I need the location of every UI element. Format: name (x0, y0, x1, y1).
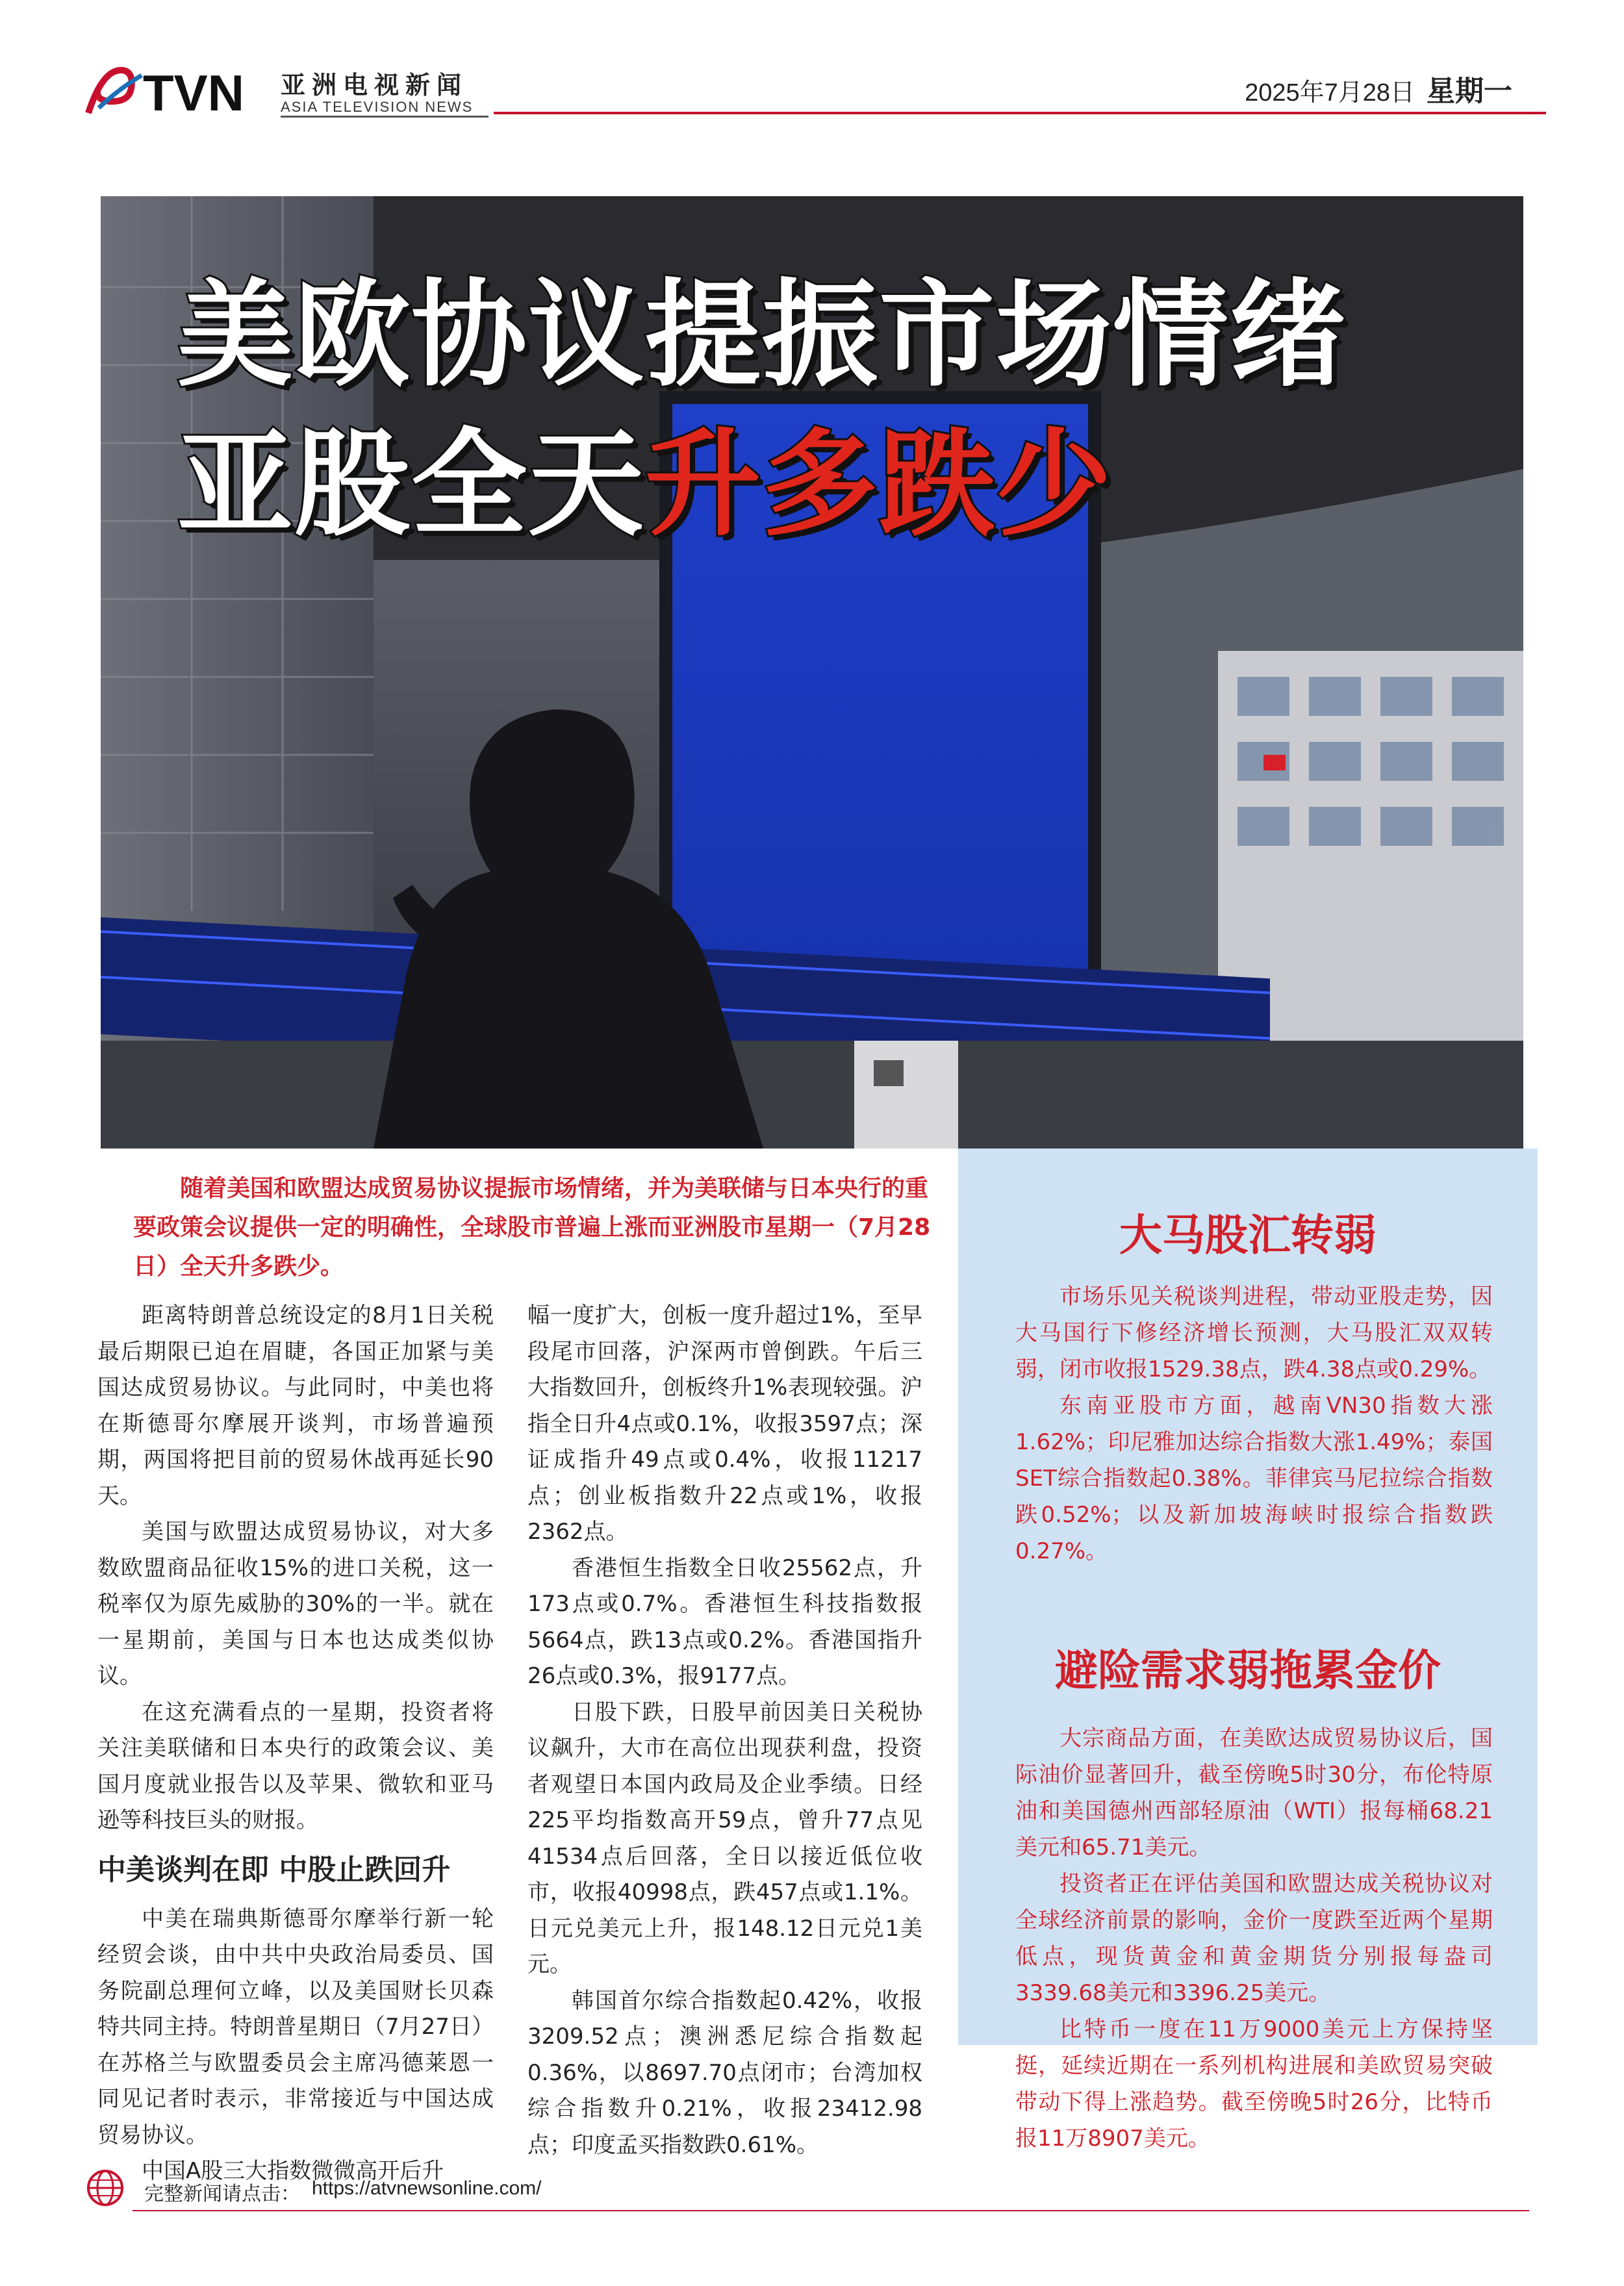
weekday-text: 星期一 (1427, 75, 1512, 108)
hero-photo (101, 196, 1523, 1149)
header-rule-red (494, 112, 1546, 114)
article-column-1 (97, 1298, 494, 2190)
body-paragraph: 中国A股三大指数微微高开后升 (142, 2158, 444, 2184)
body-paragraph: 距离特朗普总统设定的8月1日关税最后期限已迫在眉睫，各国正加紧与美国达成贸易协议。与此同时，中美也将在斯德哥尔摩展开谈判，市场普遍预期，两国将把目前的贸易休战再延长90天。 (97, 1302, 494, 1509)
sidebar-box (958, 1149, 1538, 2152)
body-paragraph: 香港恒生指数全日收25562点，升173点或0.7%。香港恒生科技指数报5664点，跌13点或0.2%。香港国指升26点或0.3%，报9177点。 (527, 1555, 922, 1689)
sidebar-title-malaysia: 大马股汇转弱 (1119, 1210, 1377, 1260)
body-paragraph: 日股下跌，日股早前因美日关税协议飙升，大市在高位出现获利盘，投资者观望日本国内政局及企业季绩。日经225平均指数高开59点，曾升77点见41534点后回落，全日以接近低位收市，收报40998点，跌457点或1.1%。日元兑美元上升，报148.12日元兑1美元。 (527, 1699, 922, 1977)
body-paragraph: 幅一度扩大，创板一度升超过1%，至早段尾市回落，沪深两市曾倒跌。午后三大指数回升，创板终升1%表现较强。沪指全日升4点或0.1%，收报3597点；深证成指升49点或0.4%，收报11217点；创业板指数升22点或1%，收报2362点。 (527, 1302, 922, 1545)
atvn-logo (83, 62, 265, 117)
date-text: 2025年7月28日 (1245, 79, 1415, 107)
globe-icon (86, 2168, 125, 2207)
issue-date (1245, 68, 1512, 109)
sidebar-paragraph: 比特币一度在11万9000美元上方保持坚挺，延续近期在一系列机构进展和美欧贸易突破带动下得上涨趋势。截至傍晚5时26分，比特币报11万8907美元。 (1015, 2016, 1493, 2152)
article-column-2 (527, 1298, 922, 2163)
body-paragraph: 韩国首尔综合指数起0.42%，收报3209.52点；澳洲悉尼综合指数起0.36%，以8697.70点闭市；台湾加权综合指数升0.21%，收报23412.98点；印度孟买指数跌0.61%。 (527, 1987, 922, 2158)
sidebar-paragraph: 大宗商品方面，在美欧达成贸易协议后，国际油价显著回升，截至傍晚5时30分，布伦特原油和美国德州西部轻原油（WTI）报每桶68.21美元和65.71美元。 (1015, 1725, 1493, 1861)
svg-text:TVN: TVN (143, 64, 244, 117)
sidebar-paragraph: 投资者正在评估美国和欧盟达成关税协议对全球经济前景的影响，金价一度跌至近两个星期低点，现货黄金和黄金期货分别报每盎司3339.68美元和3396.25美元。 (1015, 1871, 1493, 2006)
footer-rule (133, 2210, 1529, 2211)
body-paragraph: 美国与欧盟达成贸易协议，对大多数欧盟商品征收15%的进口关税，这一税率仅为原先威胁的30%的一半。就在一星期前，美国与日本也达成类似协议。 (97, 1519, 494, 1689)
lead-paragraph: 随着美国和欧盟达成贸易协议提振市场情绪，并为美联储与日本央行的重要政策会议提供一定的明确性，全球股市普遍上涨而亚洲股市星期一（7月28日）全天升多跌少。 (133, 1175, 931, 1280)
sidebar-title-gold: 避险需求弱拖累金价 (1055, 1645, 1441, 1695)
footer-label: 完整新闻请点击： (144, 2183, 300, 2205)
header-rule-dark (281, 116, 488, 118)
body-paragraph: 中美在瑞典斯德哥尔摩举行新一轮经贸会谈，由中共中央政治局委员、国务院副总理何立峰，以及美国财长贝森特共同主持。特朗普星期日（7月27日）在苏格兰与欧盟委员会主席冯德莱恩一同见记者时表示，非常接近与中国达成贸易协议。 (97, 1905, 494, 2148)
headline-line-2-plain: 亚股全天 (177, 417, 645, 552)
section-subhead: 中美谈判在即 中股止跌回升 (97, 1853, 451, 1886)
brand-name-en: ASIA TELEVISION NEWS (281, 99, 474, 115)
sidebar-text-malaysia (1015, 1278, 1493, 1569)
sidebar-paragraph: 东南亚股市方面，越南VN30指数大涨1.62%；印尼雅加达综合指数大涨1.49%；泰国SET综合指数起0.38%。菲律宾马尼拉综合指数跌0.52%；以及新加坡海峡时报综合指数跌0.27%。 (1015, 1393, 1493, 1564)
headline-line-2-red: 升多跌少 (645, 417, 1113, 552)
headline-line-1: 美欧协议提振市场情绪 (177, 268, 1347, 402)
sidebar-paragraph: 市场乐见关税谈判进程，带动亚股走势，因大马国行下修经济增长预测，大马股汇双双转弱，闭市收报1529.38点，跌4.38点或0.29%。 (1015, 1284, 1493, 1382)
sidebar-text-gold (1015, 1720, 1493, 2157)
headline-line-2 (177, 391, 1113, 557)
footer-link[interactable]: https://atvnewsonline.com/ (312, 2178, 542, 2199)
body-paragraph: 在这充满看点的一星期，投资者将关注美联储和日本央行的政策会议、美国月度就业报告以及苹果、微软和亚马逊等科技巨头的财报。 (97, 1699, 494, 1833)
brand-name-cn: 亚洲电视新闻 (281, 71, 468, 99)
